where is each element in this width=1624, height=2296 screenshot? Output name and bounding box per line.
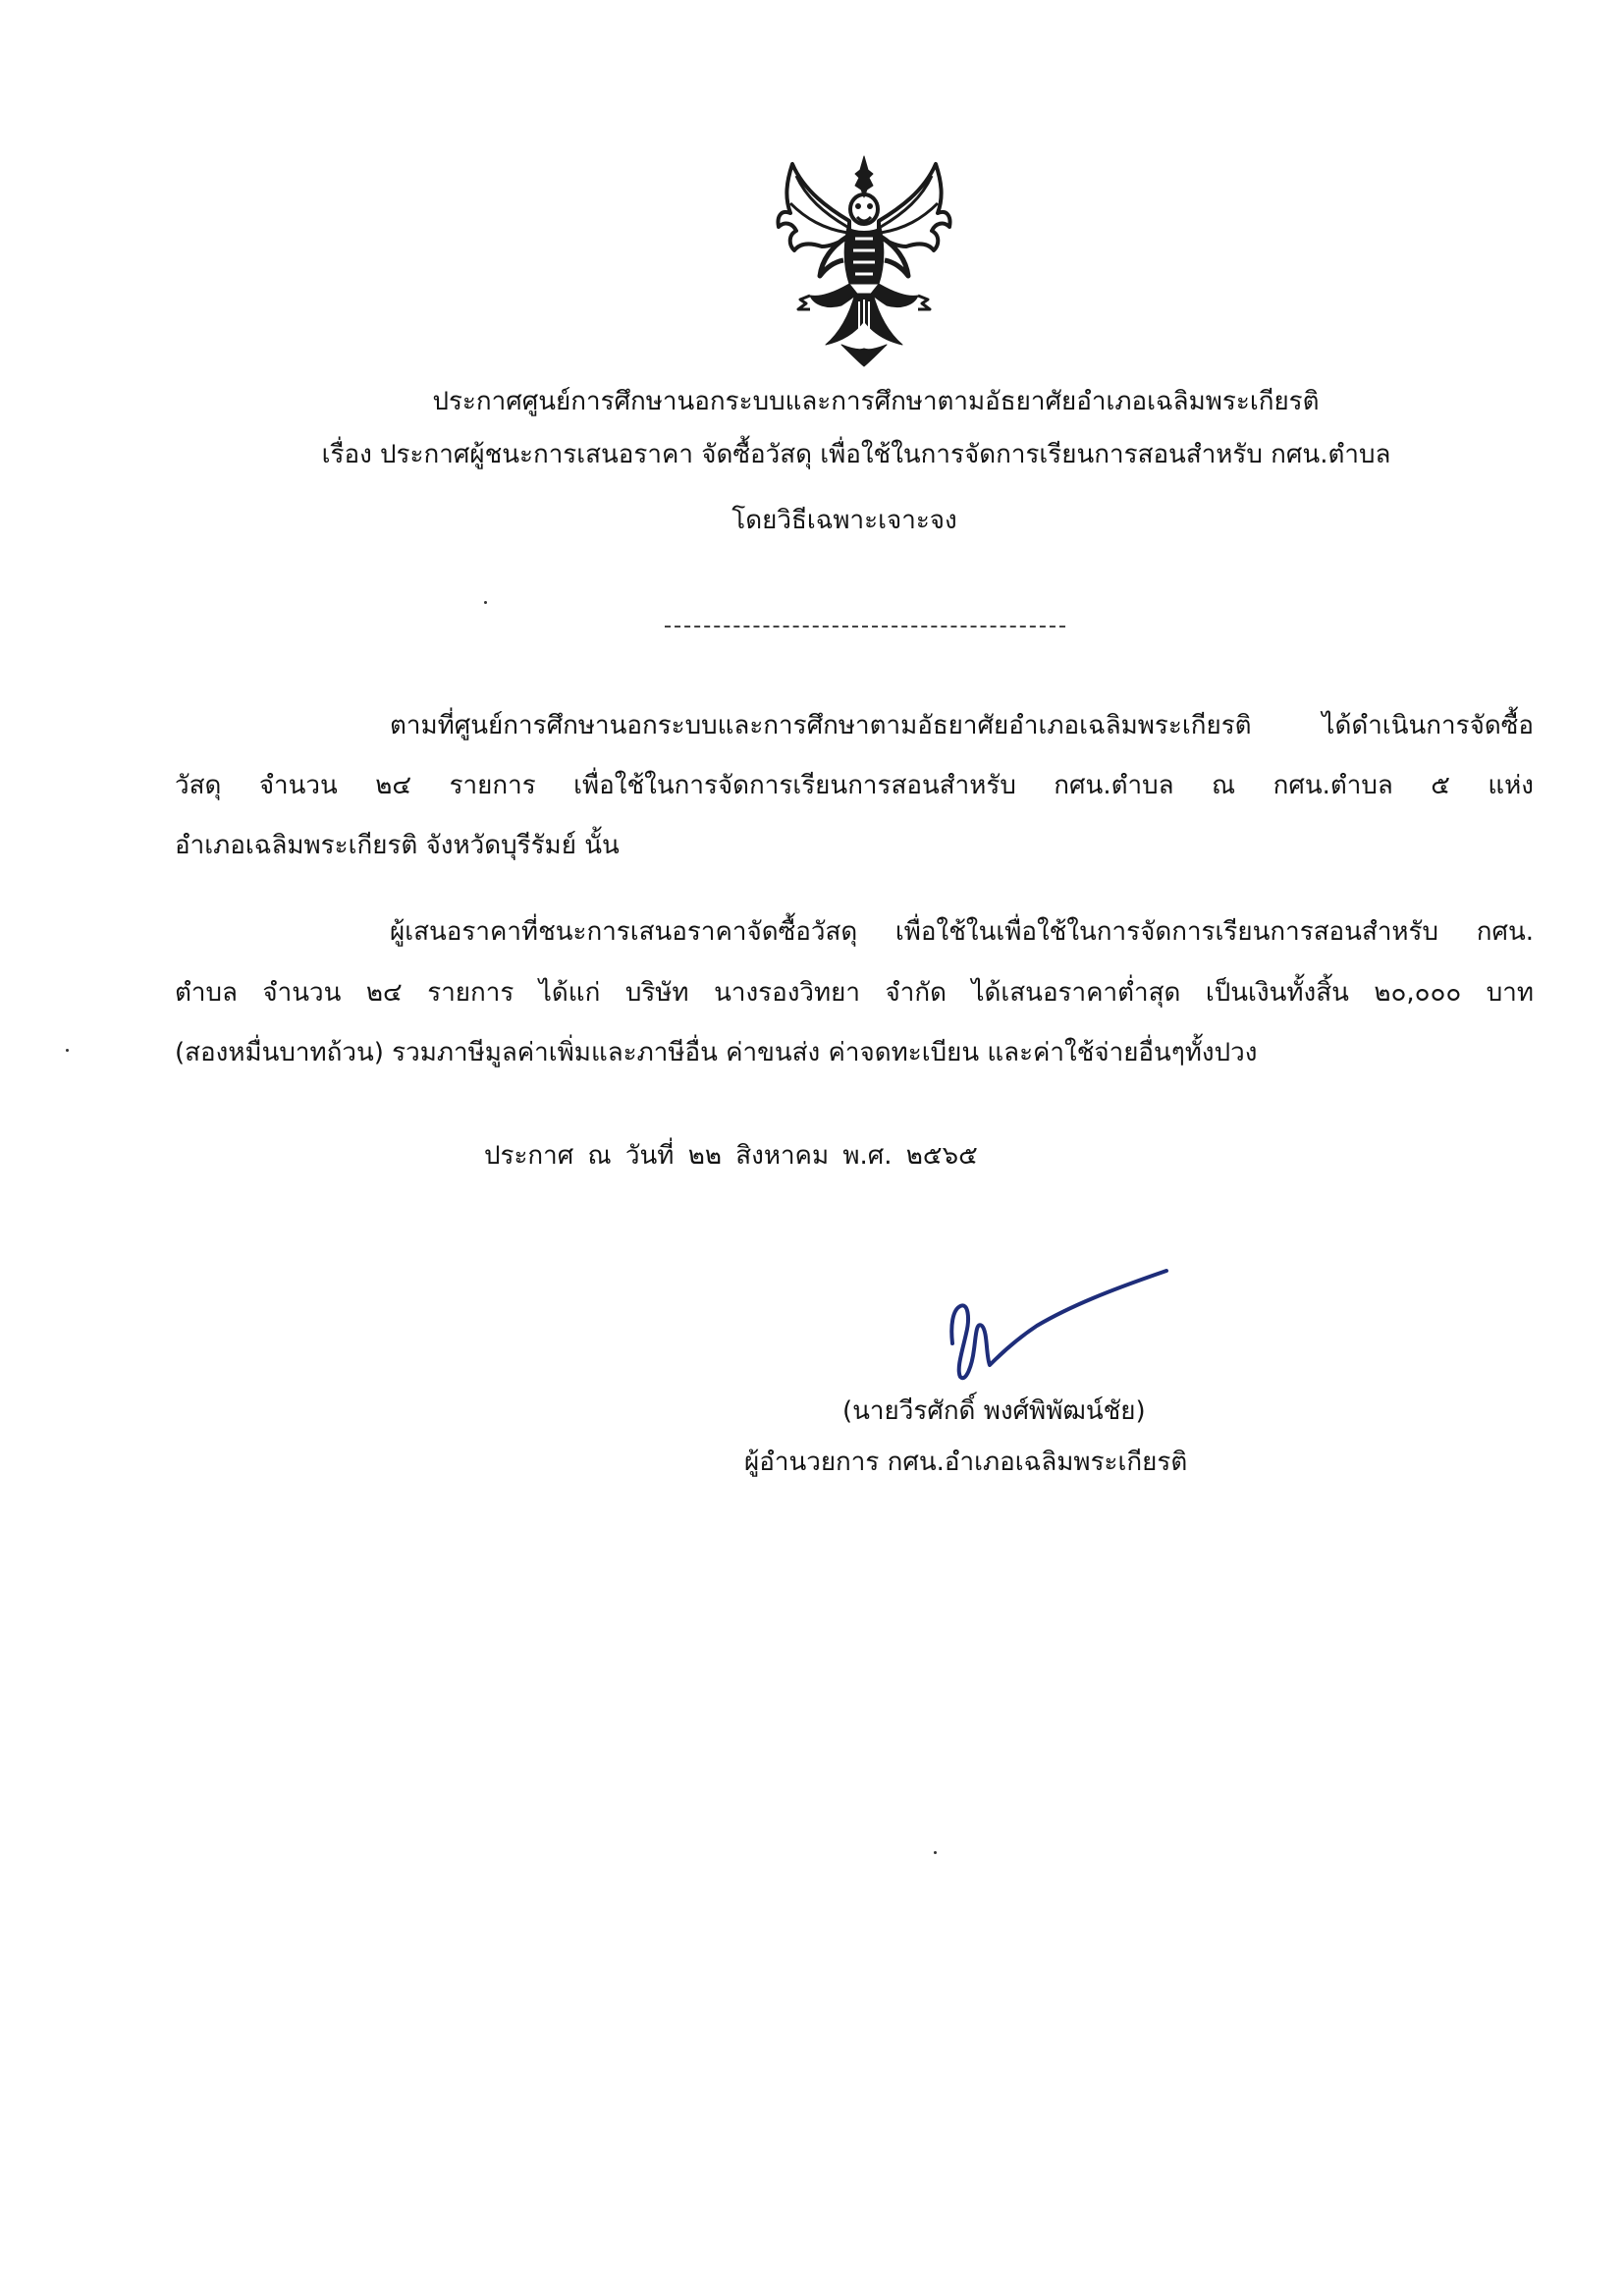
announcement-date: ประกาศ ณ วันที่ ๒๒ สิงหาคม พ.ศ. ๒๕๖๕ bbox=[484, 1141, 978, 1171]
paragraph-1-line-3: อำเภอเฉลิมพระเกียรติ จังหวัดบุรีรัมย์ นั้น bbox=[175, 831, 620, 860]
garuda-emblem-icon bbox=[771, 152, 957, 368]
signer-title: ผู้อำนวยการ กศน.อำเภอเฉลิมพระเกียรติ bbox=[744, 1448, 1188, 1477]
scan-speck bbox=[484, 601, 487, 604]
signer-name: (นายวีรศักดิ์ พงศ์พิพัฒน์ชัย) bbox=[842, 1396, 1146, 1426]
paragraph-1-line-2: วัสดุ จำนวน ๒๔ รายการ เพื่อใช้ในการจัดการเรียนการสอนสำหรับ กศน.ตำบล ณ กศน.ตำบล ๕ แห่ง bbox=[175, 771, 1534, 800]
announcement-method: โดยวิธีเฉพาะเจาะจง bbox=[731, 506, 957, 535]
paragraph-2-line-3: (สองหมื่นบาทถ้วน) รวมภาษีมูลค่าเพิ่มและภาษีอื่น ค่าขนส่ง ค่าจดทะเบียน และค่าใช้จ่ายอื่นๆทั้งปวง bbox=[175, 1038, 1258, 1067]
announcement-subject: เรื่อง ประกาศผู้ชนะการเสนอราคา จัดซื้อวัสดุ เพื่อใช้ในการจัดการเรียนการสอนสำหรับ กศน.ตำบล bbox=[321, 440, 1391, 469]
paragraph-2-line-1: ผู้เสนอราคาที่ชนะการเสนอราคาจัดซื้อวัสดุ เพื่อใช้ในเพื่อใช้ในการจัดการเรียนการสอนสำหรับ กศน. bbox=[390, 917, 1534, 947]
scan-speck bbox=[934, 1851, 937, 1854]
scan-speck bbox=[66, 1049, 69, 1052]
announcement-heading: ประกาศศูนย์การศึกษานอกระบบและการศึกษาตามอัธยาศัยอำเภอเฉลิมพระเกียรติ bbox=[432, 387, 1320, 416]
handwritten-signature bbox=[943, 1267, 1178, 1394]
paragraph-1-line-1: ตามที่ศูนย์การศึกษานอกระบบและการศึกษาตามอัธยาศัยอำเภอเฉลิมพระเกียรติ ได้ดำเนินการจัดซื้อ bbox=[390, 711, 1534, 740]
paragraph-2-line-2: ตำบล จำนวน ๒๔ รายการ ได้แก่ บริษัท นางรองวิทยา จำกัด ได้เสนอราคาต่ำสุด เป็นเงินทั้งสิ้น ๒๐,๐๐๐ บาท bbox=[175, 978, 1534, 1008]
header-divider bbox=[665, 626, 1065, 628]
